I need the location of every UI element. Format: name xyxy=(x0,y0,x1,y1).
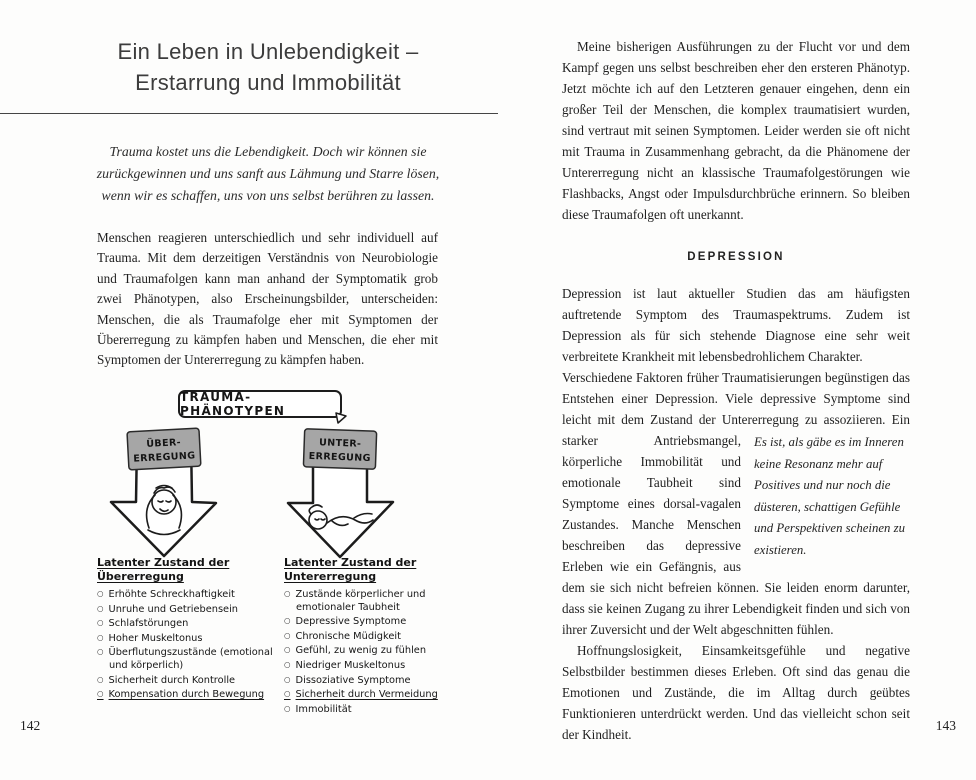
list-item: ○ Hoher Muskeltonus xyxy=(97,633,277,646)
underarousal-list-title: Latenter Zustand der Untererregung xyxy=(284,556,417,583)
chapter-title-line2: Erstarrung und Immobilität xyxy=(135,70,401,95)
page-number-right: 143 xyxy=(935,718,956,733)
diagram-title: TRAUMA-PHÄNOTYPEN xyxy=(180,390,286,418)
list-item: ○ Kompensation durch Bewegung xyxy=(97,689,277,702)
overarousal-label-line1: ÜBER- xyxy=(146,437,182,450)
overarousal-label-box xyxy=(127,428,201,470)
list-item: ○ Unruhe und Getriebensein xyxy=(97,604,277,617)
list-item: ○ Sicherheit durch Vermeidung xyxy=(284,689,464,702)
title-divider xyxy=(0,113,498,114)
overarousal-list xyxy=(97,589,277,702)
overarousal-list-block xyxy=(97,556,277,704)
list-item: ○ Gefühl, zu wenig zu fühlen xyxy=(284,645,464,658)
paragraph: Depression ist laut aktueller Studien das am häufigsten auftretende Symptom des Traumaspektrums. Zudem ist Depression als für sich stehende Diagnose eine sehr weit verbreitete Krankheit mit lebensbedrohlichem Charakter. xyxy=(562,286,910,364)
diagram-title-box xyxy=(178,390,342,418)
chapter-title xyxy=(30,36,506,98)
label-tail-icon xyxy=(334,411,348,425)
underarousal-label-box xyxy=(303,429,376,469)
underarousal-arrow-icon xyxy=(280,424,400,562)
paragraph-with-pullquote xyxy=(562,367,910,640)
paragraph: Meine bisherigen Ausführungen zu der Flucht vor und dem Kampf gegen uns selbst beschreiben eher den ersteren Phänotyp. Jetzt möchte ich auf den Letzteren genauer eingehen, denn ein großer Teil der Menschen, die komplex traumatisiert wurden, sind vertraut mit seinen Symptomen. Leider werden sie oft nicht mit Trauma in Zusammenhang gebracht, da die Phänomene der Untererregung nicht an klassische Traumafolgestörungen wie Flashbacks, Angst oder Impulsdurchbrüche erinnern. So bleiben diese Traumafolgen oft unerkannt. xyxy=(562,39,910,222)
list-item: ○ Dissoziative Symptome xyxy=(284,675,464,688)
epigraph: Trauma kostet uns die Lebendigkeit. Doch wir können sie zurückgewinnen und uns sanft aus Lähmung und Starre lösen, wenn wir es schaffen, uns von uns selbst berühren zu lassen. xyxy=(96,144,440,203)
overarousal-list-title: Latenter Zustand der Übererregung xyxy=(97,556,230,583)
section-heading-depression: DEPRESSION xyxy=(687,251,785,263)
list-item: ○ Erhöhte Schreckhaftigkeit xyxy=(97,589,277,602)
underarousal-label-line1: UNTER- xyxy=(318,437,362,450)
page-number-left: 142 xyxy=(20,718,41,733)
paragraph-text: starker Antriebsmangel, körperliche Immobilität und emotionale Taubheit sind Symptome eines dorsal-vagalen Zustandes. Manche Menschen beschreiben das depressive Erleben wie ein Gefängnis, aus dem sie sich nicht befreien können. Sie leiden enorm darunter, dass sie keinen Zugang zu ihrer Lebendigkeit finden und sich von ihrer Zuversicht und der Welt abgeschnitten fühlen. xyxy=(562,433,910,637)
list-item: ○ Schlafstörungen xyxy=(97,618,277,631)
pull-quote: Es ist, als gäbe es im Inneren keine Resonanz mehr auf Positives und nur noch die düsteren, schattigen Gefühle und Perspektiven scheinen zu existieren. xyxy=(754,435,906,557)
list-item: ○ Überflutungszustände (emotional und körperlich) xyxy=(97,647,277,672)
list-item: ○ Sicherheit durch Kontrolle xyxy=(97,675,277,688)
chapter-title-line1: Ein Leben in Unlebendigkeit – xyxy=(117,39,419,64)
underarousal-label-line2: ERREGUNG xyxy=(308,450,371,465)
list-item: ○ Niedriger Muskeltonus xyxy=(284,660,464,673)
list-item: ○ Zustände körperlicher und emotionaler Taubheit xyxy=(284,589,464,614)
underarousal-list-block xyxy=(284,556,464,718)
overarousal-label-line2: ERREGUNG xyxy=(133,450,196,465)
underarousal-list xyxy=(284,589,464,716)
list-item: ○ Chronische Müdigkeit xyxy=(284,631,464,644)
paragraph-text: Verschiedene Faktoren früher Traumatisierungen begünstigen das Entstehen einer Depression. Viele depressive Symptome sind leicht mit dem Zustand der Untererregung zu assoziieren. Ein xyxy=(562,370,910,427)
list-item: ○ Depressive Symptome xyxy=(284,616,464,629)
intro-paragraph: Menschen reagieren unterschiedlich und sehr individuell auf Trauma. Mit dem derzeitigen Verständnis von Neurobiologie und Traumafolgen kann man anhand der Symptomatik grob zwei Phänotypen, also Erscheinungsbilder, unterscheiden: Menschen, die als Traumafolge eher mit Symptomen der Übererregung zu kämpfen haben und Menschen, die eher mit Symptomen der Untererregung zu kämpfen haben. xyxy=(97,230,438,368)
list-item: ○ Immobilität xyxy=(284,704,464,717)
overarousal-arrow-icon xyxy=(104,424,224,562)
right-page-text xyxy=(562,36,910,745)
paragraph: Hoffnungslosigkeit, Einsamkeitsgefühle und negative Selbstbilder bestimmen dieses Erleben. Oft sind das genau die Emotionen und Zustände, die im Alltag durch geübtes Funktionieren unterdrückt werden. Und das vielleicht schon seit der Kindheit. xyxy=(562,643,910,742)
